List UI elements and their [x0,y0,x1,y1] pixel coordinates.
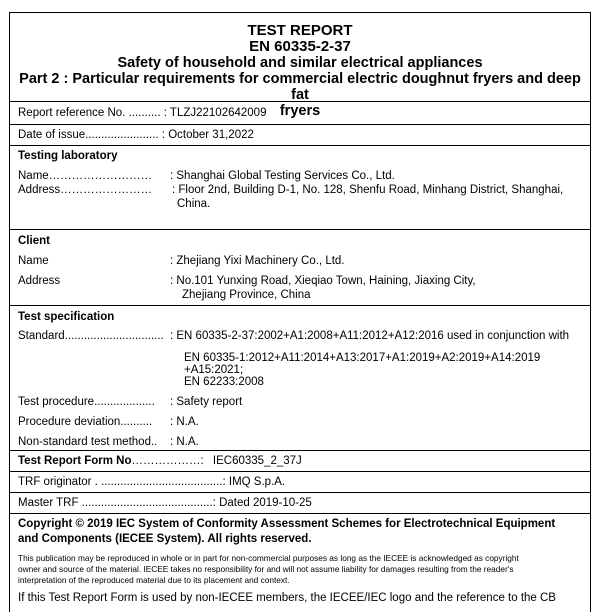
report-reference-label: Report reference No. .......... : [18,107,167,119]
standard-line3: +A15:2021; [184,364,244,376]
non-standard-label: Non-standard test method.. [18,436,158,448]
master-trf-row [10,492,590,513]
standard-line4: EN 62233:2008 [184,376,264,388]
procedure-label: Test procedure................... [18,396,155,408]
standard-label: Standard............................... [18,330,164,342]
client-address-row [18,274,582,302]
test-spec-section [10,305,590,450]
copyright-section [10,513,590,613]
master-trf-value: Dated 2019-10-25 [219,497,312,509]
copyright-line2: and Components (IECEE System). All rights reserved. [18,533,312,545]
standard-row [18,329,582,343]
copyright-small-line1: This publication may be reproduced in whole or in part for non-commercial purposes as long as the IECEE is acknowledged as copyright [18,553,519,563]
lab-name-value: : Shanghai Global Testing Services Co., Ltd. [170,170,395,182]
testing-lab-section [10,145,590,229]
client-name-label: Name [18,255,49,267]
title-standard: EN 60335-2-37 [249,38,351,55]
trf-number-dots: ………………: [131,455,204,467]
title-part2-cont: fryers [279,103,321,119]
title-test-report: TEST REPORT [247,22,353,39]
non-standard-row [18,435,582,449]
copyright-last-line: If this Test Report Form is used by non-IECEE members, the IECEE/IEC logo and the reference to the CB [18,592,556,604]
client-section [10,229,590,305]
standard-line2: EN 60335-1:2012+A11:2014+A13:2017+A1:2019+A2:2019+A14:2019 [184,352,541,364]
procedure-value: : Safety report [170,396,243,408]
lab-address-label: Address…………………… [18,184,153,196]
lab-address-line1: : Floor 2nd, Building D-1, No. 128, Shenfu Road, Minhang District, Shanghai, [172,184,564,196]
non-standard-value: : N.A. [170,436,199,448]
deviation-row [18,415,582,429]
trf-number-row [10,450,590,471]
date-of-issue-value: October 31,2022 [168,129,254,141]
standard-value: : EN 60335-2-37:2002+A1:2008+A11:2012+A12:2016 used in conjunction with [170,330,570,342]
lab-address-row [18,183,582,211]
client-name-value: : Zhejiang Yixi Machinery Co., Ltd. [170,255,345,267]
lab-address-line2: China. [177,198,211,210]
trf-originator-label: TRF originator . ......................................: [18,476,226,488]
testing-lab-heading: Testing laboratory [18,150,118,162]
deviation-label: Procedure deviation.......... [18,416,153,428]
standard-continuation [18,352,582,388]
trf-originator-value: IMQ S.p.A. [228,476,286,488]
date-of-issue-row [10,124,590,145]
copyright-notice [18,553,582,586]
copyright-line1: Copyright © 2019 IEC System of Conformity Assessment Schemes for Electrotechnical Equipment [18,518,556,530]
client-address-line1: : No.101 Yunxing Road, Xieqiao Town, Haining, Jiaxing City, [170,275,476,287]
title-safety: Safety of household and similar electrical appliances [117,55,483,71]
client-address-line2: Zhejiang Province, China [182,289,311,301]
test-spec-heading: Test specification [18,311,115,323]
lab-name-row [18,169,582,183]
client-heading: Client [18,235,50,247]
deviation-value: : N.A. [170,416,199,428]
copyright-small-line2: owner and source of the material. IECEE takes no responsibility for and will not assume liability for damages resulting from the reader's [18,564,514,574]
client-name-row [18,254,582,268]
date-of-issue-label: Date of issue....................... : [18,129,165,141]
procedure-row [18,395,582,409]
client-address-label: Address [18,275,61,287]
trf-number-label: Test Report Form No [18,455,132,467]
lab-name-label: Name……………………… [18,170,153,182]
trf-originator-row [10,471,590,492]
copyright-small-line3: interpretation of the reproduced material due to its placement and context. [18,575,290,585]
report-reference-value: TLZJ22102642009 [169,107,267,119]
master-trf-label: Master TRF .........................................: [18,497,216,509]
title-part2: Part 2 : Particular requirements for commercial electric doughnut fryers and deep fat [19,71,581,103]
test-report-page [9,12,591,612]
trf-number-value: IEC60335_2_37J [212,455,302,467]
